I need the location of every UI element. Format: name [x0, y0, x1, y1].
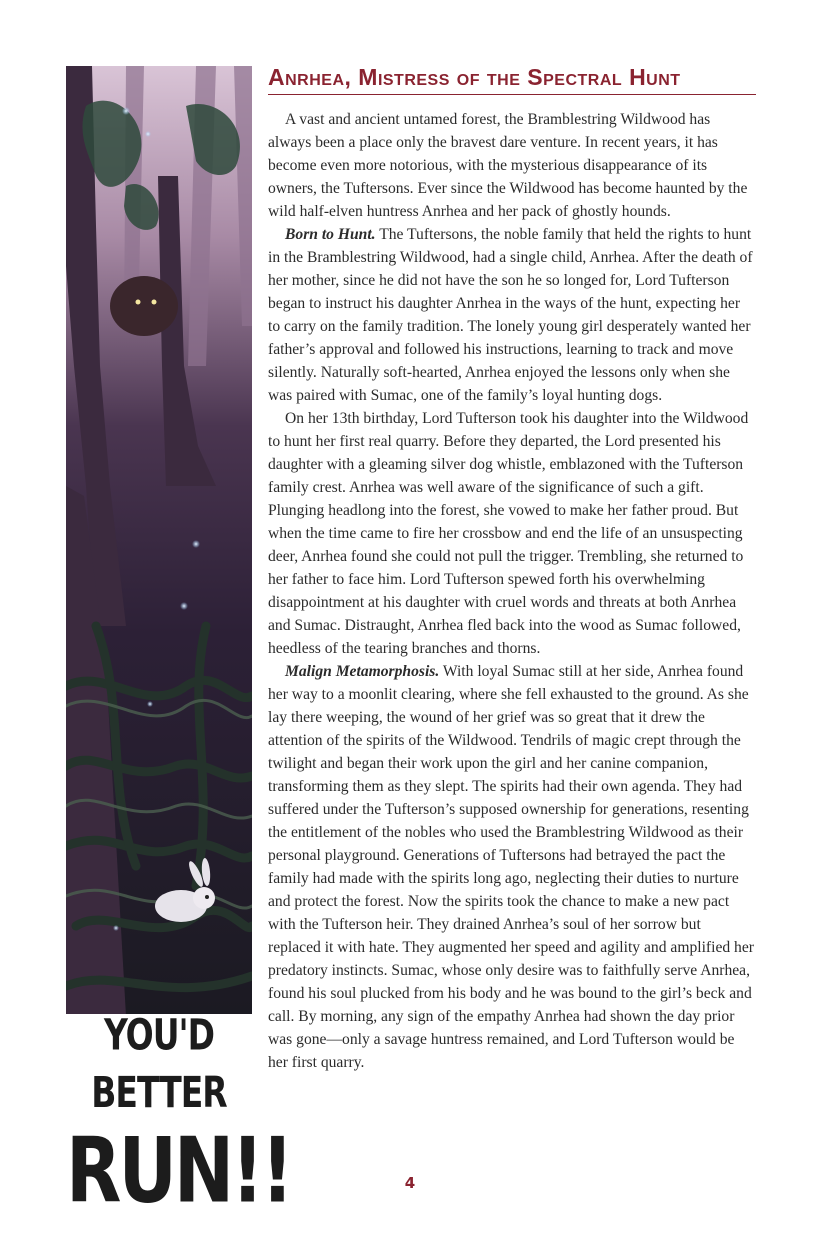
forest-illustration: [66, 66, 252, 1014]
paragraph: [268, 660, 756, 1074]
paragraph: [268, 407, 756, 660]
page-title: Anrhea, Mistress of the Spectral Hunt: [268, 62, 756, 95]
callout-line-2: RUN!!: [66, 1117, 291, 1223]
body-text: [268, 108, 756, 1074]
callout-text: [66, 1009, 291, 1223]
page-number: 4: [404, 1174, 416, 1192]
paragraph: [268, 223, 756, 407]
paragraph-text: With loyal Sumac still at her side, Anrhea found her way to a moonlit clearing, where she fell exhausted to the ground. As she lay there weeping, the wound of her grief was so great that it drew the attention of the spirits of the Wildwood. Tendrils of magic crept through the twilight and began their work upon the girl and her canine companion, transforming them as they slept. The spirits had their own agenda. They had suffered under the Tufterson’s supposed ownership for generations, resenting the entitlement of the nobles who used the Bramblestring Wildwood as their personal playground. Generations of Tuftersons had betrayed the pact the family had made with the spirits long ago, neglecting their duties to nurture and protect the forest. Now the spirits took the chance to make a new pact with the Tufterson heir. They drained Anrhea’s soul of her sorrow but replaced it with hate. They augmented her speed and agility and amplified her predatory instincts. Sumac, whose only desire was to faithfully serve Anrhea, found his soul plucked from his body and he was bound to the girl’s beck and call. By morning, any sign of the empathy Anrhea had shown the day prior was gone—only a savage huntress remained, and Lord Tufterson would be her first quarry.: [268, 663, 754, 1071]
paragraph-lead: Born to Hunt.: [285, 226, 376, 243]
callout-line-1: YOU'D BETTER: [91, 1009, 227, 1118]
paragraph-lead: Malign Metamorphosis.: [285, 663, 440, 680]
paragraph-text: On her 13th birthday, Lord Tufterson took his daughter into the Wildwood to hunt her first real quarry. Before they departed, the Lord presented his daughter with a gleaming silver dog whistle, emblazoned with the Tufterson family crest. Anrhea was well aware of the significance of such a gift. Plunging headlong into the forest, she vowed to make her father proud. But when the time came to fire her crossbow and end the life of an unsuspecting deer, Anrhea found she could not pull the trigger. Trembling, she returned to her father to face him. Lord Tufterson spewed forth his overwhelming disappointment at his daughter with cruel words and threats at both Anrhea and Sumac. Distraught, Anrhea fled back into the wood as Sumac followed, heedless of the tearing branches and thorns.: [268, 410, 749, 657]
paragraph-text: A vast and ancient untamed forest, the Bramblestring Wildwood has always been a place only the bravest dare venture. In recent years, it has become even more notorious, with the mysterious disappearance of its owners, the Tuftersons. Ever since the Wildwood has become haunted by the wild half-elven huntress Anrhea and her pack of ghostly hounds.: [268, 111, 748, 220]
paragraph: [268, 108, 756, 223]
paragraph-text: The Tuftersons, the noble family that held the rights to hunt in the Bramblestring Wildwood, had a single child, Anrhea. After the death of her mother, since he did not have the son he so longed for, Lord Tufterson began to instruct his daughter Anrhea in the ways of the hunt, expecting her to carry on the family tradition. The lonely young girl desperately wanted her father’s approval and followed his instructions, learning to track and move silently. Naturally soft-hearted, Anrhea enjoyed the lessons only when she was paired with Sumac, one of the family’s loyal hunting dogs.: [268, 226, 753, 404]
boar-figure: [110, 276, 178, 336]
